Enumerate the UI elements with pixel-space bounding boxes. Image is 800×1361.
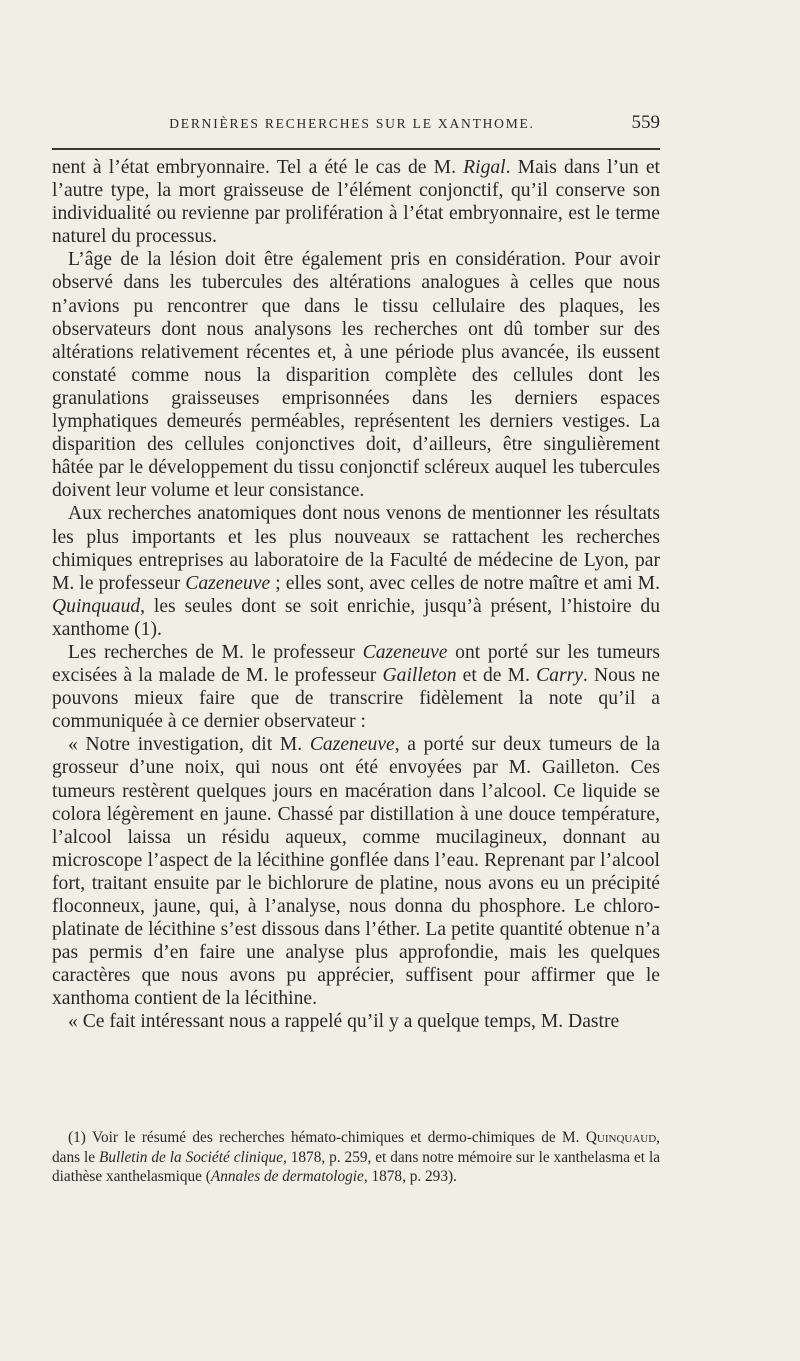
text-run: , a porté sur deux tumeurs de la grosseur d’une noix, qui nous ont été envoyées par M. Gailleton. Ces tumeurs restèrent quelques jours en macération dans l’alcool. Ce liquide se colora légèrement en jaune. Chassé par distillation à une douce température, l’alcool laissa un résidu aqueux, comme mucilagineux, donnant au microscope l’aspect de la lécithine gonflée dans l’eau. Reprenant par l’alcool fort, traitant ensuite par le bichlorure de platine, nous avons eu un précipité floconneux, jaune, qui, à l’analyse, nous donna du phosphore. Le chloro-platinate de lécithine s’est dissous dans l’éther. La petite quantité obtenue n’a pas permis d’en faire une analyse plus approfondie, mais les quelques caractères que nous avons pu apprécier, suffisent pour affirmer que le xanthoma contient de la lécithine. (52, 734, 660, 1010)
running-header (44, 112, 660, 142)
footnotes (52, 1128, 660, 1187)
paragraph (52, 641, 660, 733)
author-name: Quinquaud (585, 1129, 657, 1146)
text-run: nent à l’état embryonnaire. Tel a été le cas de M. (52, 157, 464, 178)
text-run: . Nous ne pouvons mieux faire que de transcrire fidèlement la note qu’il a communiquée à ce dernier observateur : (52, 665, 660, 733)
italic-text: Carry (536, 665, 583, 687)
text-run: « Notre investigation, dit M. (68, 734, 310, 756)
page-number: 559 (631, 112, 660, 133)
italic-text: Cazeneuve (362, 641, 448, 663)
text-run: et de M. (456, 665, 537, 687)
body-text (52, 156, 660, 1034)
text-run: , dans le (52, 1129, 660, 1166)
text-run: L’âge de la lésion doit être également pris en considération. Pour avoir observé dans les tubercules des altérations analogues à celles que nous n’avions pu rencontrer que dans le tissu cellulaire des plaques, les observateurs dont nous analysons les recherches ont dû tomber sur des altérations relativement récentes et, à une période plus avancée, ils eussent constaté comme nous la disparition complète des cellules dont les granulations graisseuses emprisonnées dans les derniers espaces lymphatiques demeurés perméables, représentent les derniers vestiges. La disparition des cellules conjonctives doit, d’ailleurs, être singulièrement hâtée par le développement du tissu conjonctif scléreux auquel les tubercules doivent leur volume et leur consistance. (52, 249, 660, 502)
text-run: , les seules dont se soit enrichie, jusqu’à présent, l’histoire du xanthome (1). (52, 595, 660, 640)
italic-text: Quinquaud (52, 595, 141, 617)
paragraph (52, 248, 660, 502)
paragraph (52, 502, 660, 641)
text-run: , 1878, p. 293). (363, 1168, 457, 1185)
italic-text: Rigal (463, 157, 506, 178)
text-run: Les recherches de M. le professeur (68, 641, 363, 663)
footnote (52, 1128, 660, 1187)
text-run: Aux recherches anatomiques dont nous venons de mentionner les résultats les plus importants et les plus nouveaux se rattachent les recherches chimiques entreprises au laboratoire de la Faculté de médecine de Lyon, par M. le professeur (52, 503, 660, 594)
italic-text: Cazeneuve (185, 572, 271, 594)
paragraph (52, 733, 660, 1010)
text-run: . Mais dans l’un et l’autre type, la mort graisseuse de l’élément conjonctif, qu’il conserve son individualité ou revienne par prolifération à l’état embryonnaire, est le terme naturel du processus. (52, 157, 660, 248)
running-title: DERNIÈRES RECHERCHES SUR LE XANTHOME. (169, 116, 535, 131)
paragraph (52, 1010, 660, 1033)
italic-text: Cazeneuve (309, 734, 395, 756)
italic-text: Bulletin de la Société clinique (98, 1148, 283, 1166)
italic-text: Annales de dermatologie (210, 1168, 364, 1185)
text-run: ont porté sur les tumeurs excisées à la malade de M. le professeur (52, 641, 660, 687)
header-rule (52, 148, 660, 150)
paragraph (52, 156, 660, 248)
italic-text: Gailleton (382, 665, 457, 687)
text-run: « Ce fait intéressant nous a rappelé qu’il y a quelque temps, M. Dastre (68, 1011, 620, 1033)
text-run: , 1878, p. 259, et dans notre mémoire sur le xanthelasma et la diathèse xanthelasmique ( (52, 1148, 660, 1185)
text-run: (1) Voir le résumé des recherches hémato-chimiques et dermo-chimiques de M. (68, 1129, 586, 1146)
text-run: ; elles sont, avec celles de notre maître et ami M. (270, 572, 660, 594)
